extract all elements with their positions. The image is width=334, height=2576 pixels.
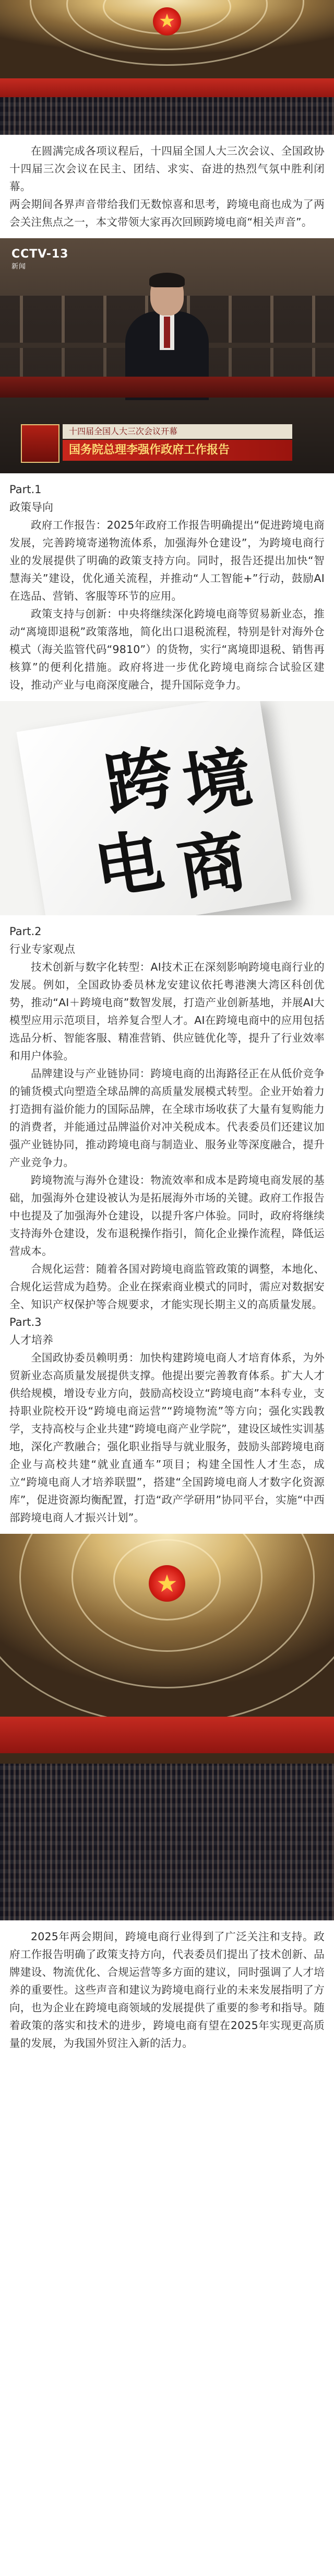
- part3-label: Part.3: [9, 1316, 42, 1328]
- speaker-hair: [149, 273, 185, 287]
- conclusion-paragraph: 2025年两会期间，跨境电商行业得到了广泛关注和支持。政府工作报告明确了政策支持方向，代表委员们提出了技术创新、品牌建设、物流优化、合规运营等多方面的建议，同时强调了人才培养的重要性。这些声音和建议为跨境电商行业的未来发展指明了方向，也为企业在跨境电商领域的发展提供了重要的参考和指导。随着政策的落实和技术的进步，跨境电商有望在2025年实现更高质量的发展，为我国外贸注入新的活力。: [9, 1930, 325, 2049]
- part1-title: 政策导向: [9, 501, 53, 514]
- expert-paragraph-3: 跨境物流与海外仓建设：物流效率和成本是跨境电商发展的基础，加强海外仓建设被认为是拓展海外市场的关键。政府工作报告中也提及了加强海外仓建设，以提升客户体验。同时，政府将继续支持海外仓建设，发布退税操作指引，简化企业操作流程，降低运营成本。: [9, 1174, 325, 1257]
- broadcast-photo: [0, 238, 334, 473]
- part2-title: 行业专家观点: [9, 943, 75, 955]
- intro-paragraph: 在圆满完成各项议程后，十四届全国人大三次会议、全国政协十四届三次会议在民主、团结、求实、奋进的热烈气氛中胜利闭幕。: [9, 145, 325, 193]
- speaker-tie: [164, 317, 170, 348]
- banner-top-text: 十四届全国人大三次会议开幕: [63, 424, 292, 439]
- calligraphy-char: 商: [172, 820, 252, 910]
- part3-title: 人才培养: [9, 1334, 53, 1346]
- red-star-icon: ★: [149, 1565, 185, 1602]
- expert-paragraph-1: 技术创新与数字化转型：AI技术正在深刻影响跨境电商行业的发展。例如，全国政协委员林龙安建议依托粤港澳大湾区科创优势，推动“AI＋跨境电商”数智发展，打造产业创新基地，并展AI大模型应用示范项目，培养复合型人才。AI在跨境电商中的应用包括选品分析、智能客服、精准营销、供应链优化等，提升了行业效率和用户体验。: [9, 961, 325, 1062]
- channel-sub: 新闻: [11, 263, 27, 271]
- channel-logo: [11, 248, 68, 271]
- expert-paragraph-2: 品牌建设与产业链协同：跨境电商的出海路径正在从低价竞争的铺货模式向塑造全球品牌的高质量发展模式转型。企业开始着力打造拥有溢价能力的国际品牌，在全球市场收获了大量有复购能力的消费者，并能通过品牌溢价对冲关税成本。代表委员们还建议加强产业链协同，推动跨境电商与制造业、服务业等深度融合，提升产业竞争力。: [9, 1067, 325, 1169]
- calligraphy-char: 境: [177, 736, 257, 826]
- intro-paragraph-2: 两会期间各界声音带给我们无数惊喜和思考，跨境电商也成为了两会关注焦点之一，本文带领大家再次回顾跨境电商“相关声音”。: [9, 198, 325, 228]
- stage-platform: [0, 78, 334, 99]
- stage-platform: [0, 1717, 334, 1753]
- calligraphy-char: 跨: [99, 736, 179, 826]
- policy-paragraph-2: 政策支持与创新：中央将继续深化跨境电商等贸易新业态，推动“离境即退税”政策落地，简化出口退税流程，特别是针对海外仓模式（海关监管代码“9810”）的货物，实行“离境即退税、销售再核算”的便利化措施。政府将进一步优化跨境电商综合试验区建设，推动产业与电商深度融合，提升国际竞争力。: [9, 608, 325, 691]
- emblem-thumbnail: [21, 424, 59, 463]
- part1-label: Part.1: [9, 483, 42, 496]
- policy-paragraph-1: 政府工作报告：2025年政府工作报告明确提出“促进跨境电商发展，完善跨境寄递物流体系，加强海外仓建设”，为跨境电商行业的发展提供了明确的政策支持方向。同时，报告还提出加快“智慧海关”建设，优化通关流程，并推动“人工智能+”行动，鼓励AI在选品、营销、客服等环节的应用。: [9, 519, 325, 602]
- podium: [0, 377, 334, 398]
- red-star-icon: ★: [153, 7, 181, 36]
- part2-label: Part.2: [9, 925, 42, 938]
- hall-photo-top: [0, 0, 334, 135]
- talent-paragraph: 全国政协委员赖明勇：加快构建跨境电商人才培育体系，为外贸新业态高质量发展提供支撑。他提出要完善教育体系。扩大人才供给规模，增设专业方向，鼓励高校设立“跨境电商”本科专业，支持职业院校开设“跨境电商运营”“跨境物流”等方向；强化实践教学，支持高校与企业共建“跨境电商产业学院”，建设区域性实训基地，深化产教融合；强化职业指导与就业服务，鼓励头部跨境电商企业与高校共建“就业直通车”项目；构建全国性人才生态，成立“跨境电商人才培养联盟”，搭建“全国跨境电商人才数字化资源库”，促进资源均衡配置，打造“政产学研用”协同平台，实施“中西部跨境电商人才振兴计划”。: [9, 1351, 325, 1524]
- expert-paragraph-4: 合规化运营：随着各国对跨境电商监管政策的调整，本地化、合规化运营成为趋势。企业在探索商业模式的同时，需应对数据安全、知识产权保护等合规要求，才能实现长期主义的高质量发展。: [9, 1263, 325, 1311]
- calligraphy-photo: [0, 701, 334, 915]
- audience-seats: [0, 97, 334, 135]
- news-lower-third: [21, 422, 292, 463]
- audience-seats: [0, 1764, 334, 1920]
- calligraphy-char: 电: [89, 820, 169, 910]
- hall-photo-bottom: [0, 1534, 334, 1920]
- channel-name: CCTV-13: [11, 248, 69, 261]
- banner-main-text: 国务院总理李强作政府工作报告: [63, 440, 292, 461]
